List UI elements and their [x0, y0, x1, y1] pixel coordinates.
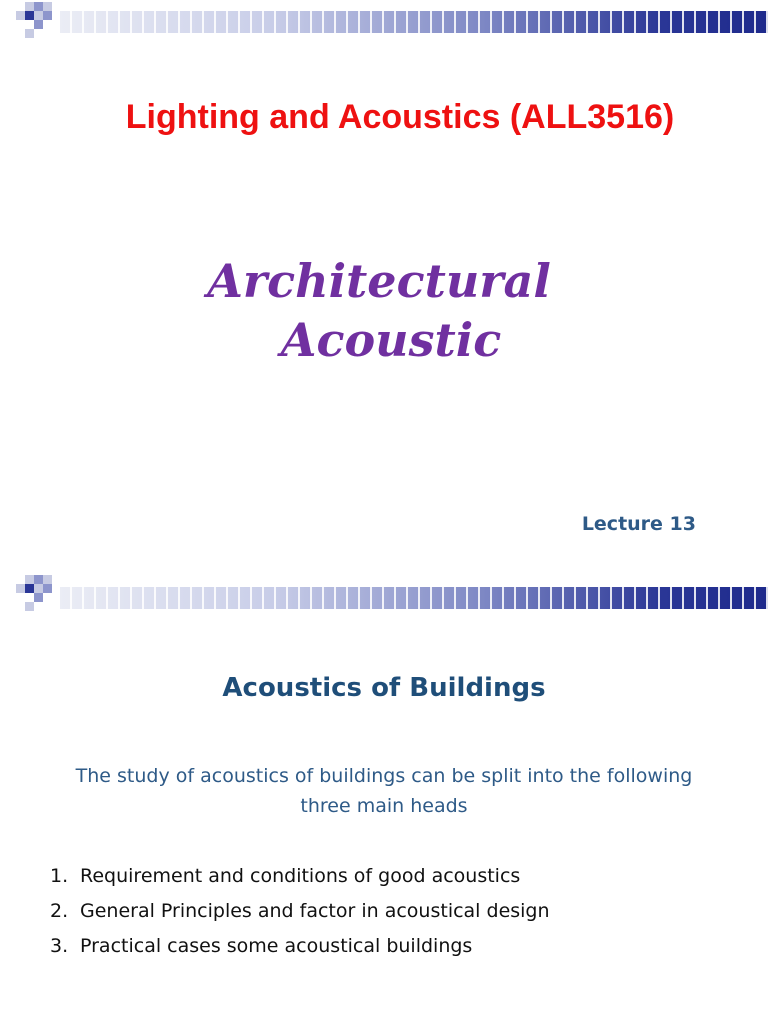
list-item-number: 1. [50, 865, 69, 887]
intro-line-2: three main heads [300, 795, 468, 817]
gradient-squares-ribbon [60, 587, 768, 609]
intro-line-1: The study of acoustics of buildings can be split into the following [75, 765, 693, 787]
section-heading: Acoustics of Buildings [222, 673, 546, 703]
intro-paragraph [40, 761, 728, 821]
topics-list [50, 859, 550, 964]
list-item [50, 859, 550, 894]
pixel-squares-logo-icon [8, 0, 60, 40]
course-title: Lighting and Acoustics (ALL3516) [125, 98, 675, 136]
list-item-number: 2. [50, 900, 69, 922]
lecture-number: Lecture 13 [581, 513, 696, 535]
list-item-text: General Principles and factor in acoustical design [80, 900, 550, 922]
list-item-text: Requirement and conditions of good acoustics [80, 865, 521, 887]
list-item-text: Practical cases some acoustical buildings [80, 935, 473, 957]
main-title-line-1: Architectural [207, 254, 551, 308]
pixel-squares-logo-icon [8, 573, 60, 613]
main-title-line-2: Acoustic [280, 313, 502, 367]
list-item [50, 894, 550, 929]
list-item-number: 3. [50, 935, 69, 957]
gradient-squares-ribbon [60, 11, 768, 33]
content-slide [0, 573, 768, 1024]
list-item [50, 929, 550, 964]
